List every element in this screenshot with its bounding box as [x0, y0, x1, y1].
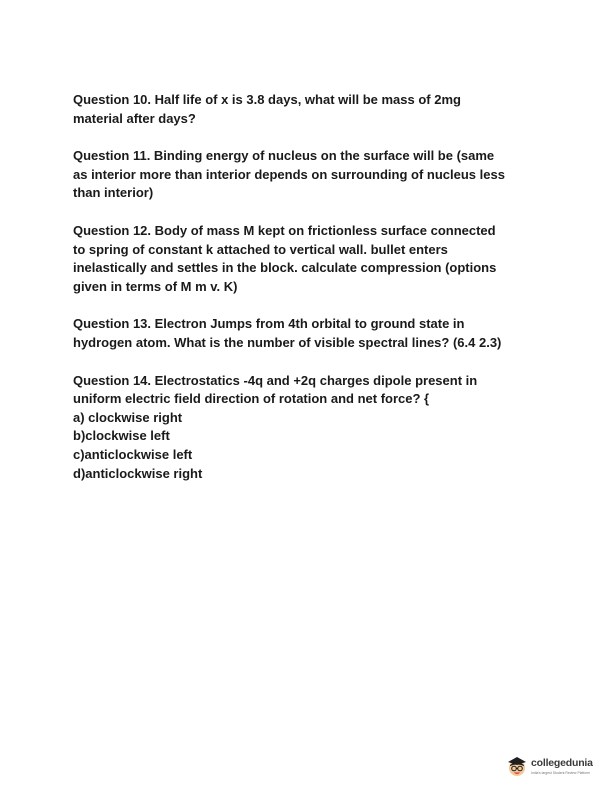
- student-mascot-icon: [505, 754, 529, 778]
- question-line: uniform electric field direction of rotation and net force? {: [73, 391, 430, 407]
- logo-name: collegedunia: [531, 757, 593, 769]
- question-line: Question 12. Body of mass M kept on frictionless surface connected: [73, 222, 496, 238]
- question-line: hydrogen atom. What is the number of visible spectral lines? (6.4 2.3): [73, 334, 502, 350]
- question-line: Question 13. Electron Jumps from 4th orbital to ground state in: [73, 316, 465, 332]
- question-11: [73, 147, 553, 203]
- logo-tagline: India's largest Student Review Platform: [531, 771, 591, 775]
- question-line: Question 10. Half life of x is 3.8 days, what will be mass of 2mg: [73, 92, 461, 107]
- question-line: than interior): [73, 185, 154, 201]
- question-line: given in terms of M m v. K): [73, 278, 238, 294]
- question-line: Question 11. Binding energy of nucleus on the surface will be (same: [73, 148, 495, 164]
- question-10: [73, 91, 553, 128]
- option-a: a) clockwise right: [73, 409, 183, 425]
- question-line: material after days?: [73, 110, 196, 126]
- collegedunia-logo: [505, 752, 605, 782]
- document-body: [73, 91, 553, 502]
- option-b: b)clockwise left: [73, 428, 170, 444]
- question-line: inelastically and settles in the block. calculate compression (options: [73, 260, 497, 276]
- question-14: [73, 372, 553, 484]
- question-line: to spring of constant k attached to vertical wall. bullet enters: [73, 241, 448, 257]
- question-line: Question 14. Electrostatics -4q and +2q charges dipole present in: [73, 372, 478, 388]
- option-d: d)anticlockwise right: [73, 465, 203, 481]
- option-c: c)anticlockwise left: [73, 446, 193, 462]
- question-line: as interior more than interior depends on surrounding of nucleus less: [73, 166, 505, 182]
- question-13: [73, 315, 553, 352]
- question-12: [73, 222, 553, 296]
